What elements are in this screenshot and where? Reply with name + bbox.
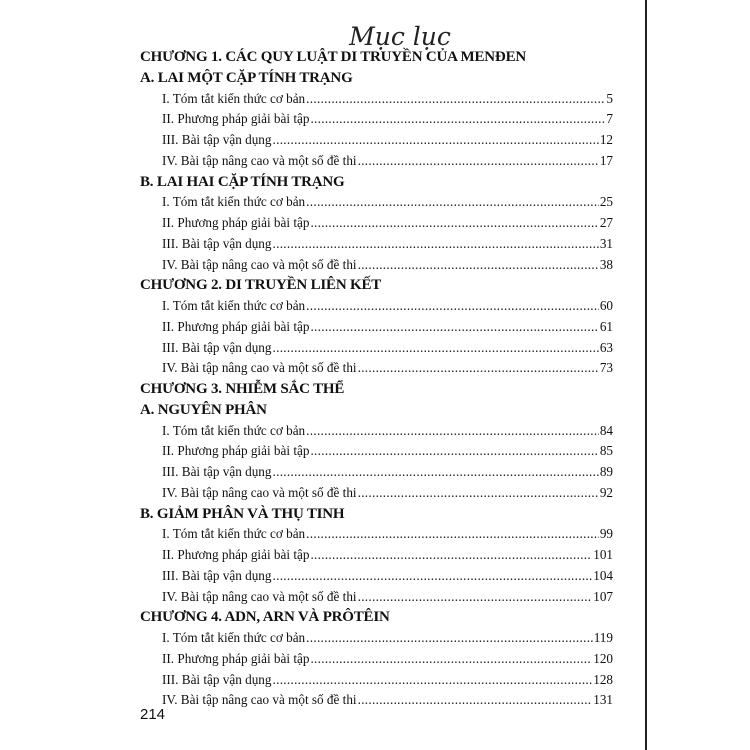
dot-leader <box>306 89 605 110</box>
dot-leader <box>306 421 599 442</box>
toc-entry-label: II. Phương pháp giải bài tập <box>162 650 310 666</box>
page-border-line <box>645 0 647 750</box>
toc-entry-label: III. Bài tập vận dụng <box>162 671 272 687</box>
toc-entry <box>140 317 613 338</box>
toc-entry <box>140 649 613 670</box>
toc-entry <box>140 296 613 317</box>
dot-leader <box>273 338 599 359</box>
toc-entry <box>140 441 613 462</box>
table-of-contents <box>140 47 613 711</box>
dot-leader <box>306 192 599 213</box>
toc-entry <box>140 358 613 379</box>
toc-entry <box>140 628 613 649</box>
toc-entry-label: III. Bài tập vận dụng <box>162 567 272 583</box>
toc-entry-label: III. Bài tập vận dụng <box>162 464 272 479</box>
toc-entry <box>140 483 613 504</box>
toc-entry-label: I. Tóm tắt kiến thức cơ bản <box>162 298 306 313</box>
toc-entry-label: IV. Bài tập nâng cao và một số đề thi <box>162 588 357 604</box>
dot-leader <box>306 524 599 545</box>
toc-entry <box>140 566 613 587</box>
dot-leader <box>358 587 593 608</box>
dot-leader <box>310 213 598 234</box>
toc-entry-page: 17 <box>599 152 613 168</box>
toc-entry <box>140 130 613 151</box>
toc-entry-page: 119 <box>593 630 613 645</box>
toc-entry-label: II. Phương pháp giải bài tập <box>162 443 310 459</box>
dot-leader <box>358 690 593 711</box>
toc-entry-label: III. Bài tập vận dụng <box>162 235 272 251</box>
dot-leader <box>310 441 598 462</box>
toc-entry <box>140 545 613 566</box>
toc-entry-label: IV. Bài tập nâng cao và một số đề thi <box>162 152 357 168</box>
toc-entry-label: IV. Bài tập nâng cao và một số đề thi <box>162 484 357 500</box>
toc-heading: A. NGUYÊN PHÂN <box>140 401 267 418</box>
page-title: Mục lục <box>349 22 451 51</box>
toc-entry-page: 7 <box>606 111 613 127</box>
toc-entry-page: 73 <box>599 360 613 376</box>
toc-entry-label: II. Phương pháp giải bài tập <box>162 111 310 127</box>
toc-entry-page: 60 <box>599 298 613 313</box>
toc-entry-label: IV. Bài tập nâng cao và một số đề thi <box>162 256 357 272</box>
dot-leader <box>310 109 605 130</box>
dot-leader <box>358 151 599 172</box>
toc-entry <box>140 213 613 234</box>
toc-heading: CHƯƠNG 4. ADN, ARN VÀ PRÔTÊIN <box>140 609 390 626</box>
dot-leader <box>310 317 598 338</box>
toc-entry-page: 120 <box>593 650 613 666</box>
dot-leader <box>358 358 599 379</box>
toc-entry-page: 31 <box>599 235 613 251</box>
dot-leader <box>358 255 599 276</box>
dot-leader <box>273 566 593 587</box>
toc-entry-label: IV. Bài tập nâng cao và một số đề thi <box>162 692 357 708</box>
toc-heading: A. LAI MỘT CẶP TÍNH TRẠNG <box>140 69 353 86</box>
toc-entry <box>140 524 613 545</box>
dot-leader <box>310 545 592 566</box>
toc-entry-label: II. Phương pháp giải bài tập <box>162 547 310 562</box>
toc-entry <box>140 151 613 172</box>
toc-entry <box>140 192 613 213</box>
toc-entry-page: 84 <box>599 422 613 438</box>
toc-entry-label: I. Tóm tắt kiến thức cơ bản <box>162 422 306 438</box>
toc-entry-page: 85 <box>599 443 613 459</box>
dot-leader <box>273 130 599 151</box>
toc-entry-label: I. Tóm tắt kiến thức cơ bản <box>162 526 306 542</box>
toc-entry-page: 5 <box>606 90 613 106</box>
toc-entry-page: 101 <box>593 547 613 562</box>
toc-entry-page: 61 <box>599 318 613 334</box>
page-number: 214 <box>140 706 166 723</box>
toc-entry-label: III. Bài tập vận dụng <box>162 339 272 355</box>
toc-entry-page: 104 <box>593 567 613 583</box>
toc-entry <box>140 234 613 255</box>
toc-entry-page: 107 <box>593 588 613 604</box>
dot-leader <box>358 483 599 504</box>
toc-entry <box>140 109 613 130</box>
toc-entry-label: I. Tóm tắt kiến thức cơ bản <box>162 90 306 106</box>
toc-entry-page: 25 <box>599 194 613 210</box>
toc-entry <box>140 587 613 608</box>
dot-leader <box>310 649 592 670</box>
toc-entry-label: I. Tóm tắt kiến thức cơ bản <box>162 630 306 645</box>
toc-entry <box>140 670 613 691</box>
toc-entry-label: I. Tóm tắt kiến thức cơ bản <box>162 194 306 210</box>
toc-entry <box>140 690 613 711</box>
toc-entry-page: 38 <box>599 256 613 272</box>
dot-leader <box>273 670 593 691</box>
toc-entry-page: 63 <box>599 339 613 355</box>
dot-leader <box>273 234 599 255</box>
toc-entry-page: 131 <box>593 692 613 708</box>
toc-entry-page: 92 <box>599 484 613 500</box>
toc-entry <box>140 462 613 483</box>
toc-entry-label: IV. Bài tập nâng cao và một số đề thi <box>162 360 357 376</box>
dot-leader <box>306 296 599 317</box>
toc-entry-page: 89 <box>599 464 613 479</box>
dot-leader <box>306 628 593 649</box>
toc-heading: CHƯƠNG 1. CÁC QUY LUẬT DI TRUYỀN CỦA MENĐEN <box>140 49 527 65</box>
toc-entry-page: 12 <box>599 132 613 147</box>
toc-heading: CHƯƠNG 3. NHIỄM SẮC THỂ <box>140 381 345 397</box>
toc-entry-page: 128 <box>593 671 613 687</box>
toc-heading: CHƯƠNG 2. DI TRUYỀN LIÊN KẾT <box>140 277 382 294</box>
toc-entry-label: II. Phương pháp giải bài tập <box>162 215 310 230</box>
dot-leader <box>273 462 599 483</box>
toc-heading: B. GIẢM PHÂN VÀ THỤ TINH <box>140 505 345 522</box>
toc-entry-label: II. Phương pháp giải bài tập <box>162 318 310 334</box>
toc-entry <box>140 255 613 276</box>
toc-entry <box>140 421 613 442</box>
toc-entry-page: 99 <box>599 526 613 542</box>
toc-entry <box>140 338 613 359</box>
toc-entry-page: 27 <box>599 215 613 230</box>
toc-entry-label: III. Bài tập vận dụng <box>162 132 272 147</box>
toc-entry <box>140 89 613 110</box>
toc-heading: B. LAI HAI CẶP TÍNH TRẠNG <box>140 173 345 190</box>
